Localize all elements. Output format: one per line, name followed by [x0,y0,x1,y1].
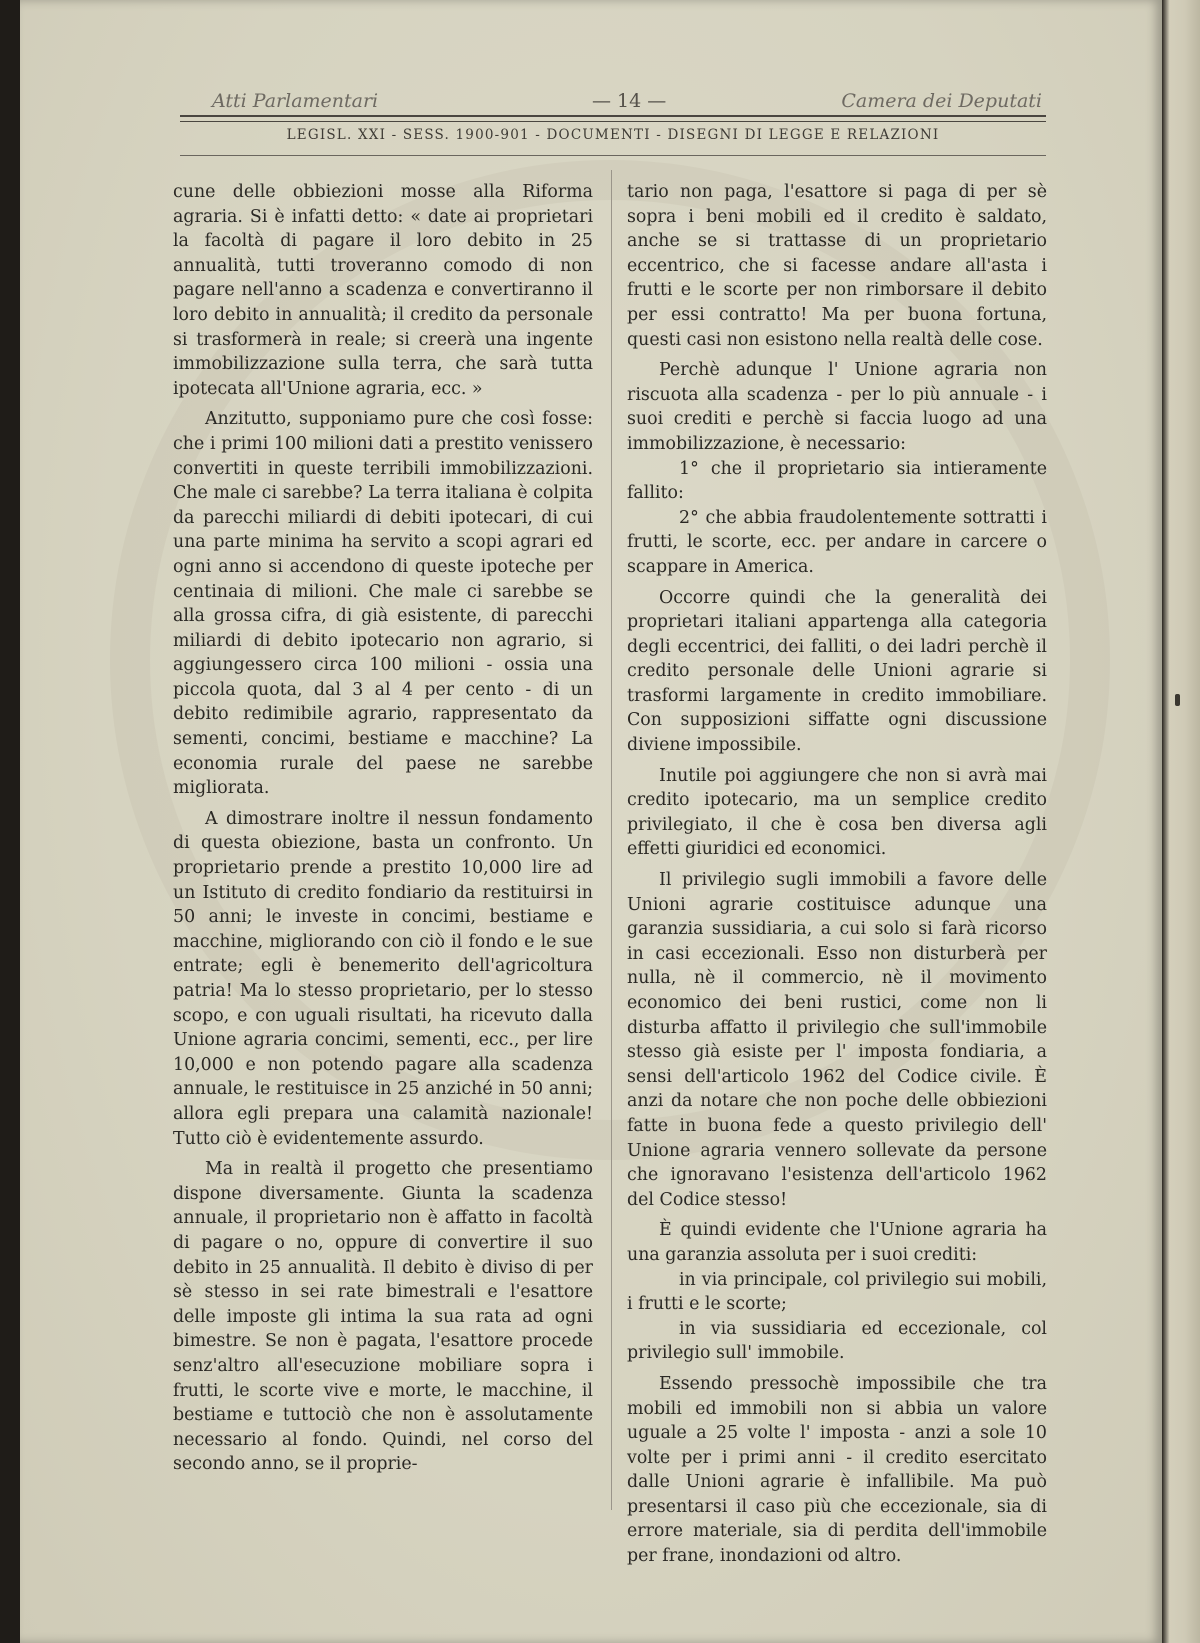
header-left: Atti Parlamentari [212,90,379,112]
next-page-edge [1162,0,1200,1643]
document-subtitle: LEGISL. XXI - SESS. 1900-901 - DOCUMENTI - DISEGNI DI LEGGE E RELAZIONI [286,127,940,143]
left-column [173,180,593,1477]
list-item: in via sussidiaria ed eccezionale, col privilegio sull' immobile. [627,1318,1047,1364]
paragraph: Il privilegio sugli immobili a favore delle Unioni agrarie costituisce adunque una garanzia sussidiaria, a cui solo si farà ricorso in casi eccezionali. Esso non disturberà per nulla, nè il commercio, nè il movimento economico dei beni rustici, come non li disturba affatto il privilegio che sull'immobile stesso già esiste per l' imposta fondiaria, a sensi dell'articolo 1962 del Codice civile. È anzi da notare che non poche delle obbiezioni fatte in buona fede a questo privilegio dell' Unione agraria vennero sollevate da persone che ignoravano l'esistenza dell'articolo 1962 del Codice stesso! [627,870,1047,1210]
paragraph: cune delle obbiezioni mosse alla Riforma agraria. Si è infatti detto: « date ai proprietari la facoltà di pagare il loro debito in 25 annualità, tutti troveranno comodo di non pagare nell'anno a scadenza e convertiranno il loro debito in annualità; il credito da personale si trasformerà in reale; si creerà una ingente immobilizzazione sulla terra, che sarà tutta ipotecata all'Unione agraria, ecc. » [173,182,593,399]
list-item: 1° che il proprietario sia intieramente fallito: [627,458,1047,504]
page-number: — 14 — [592,90,667,112]
page-edge-mark [1175,694,1180,706]
paragraph: Ma in realtà il progetto che presentiamo dispone diversamente. Giunta la scadenza annuale, il proprietario non è affatto in facoltà di pagare o no, oppure di convertire il suo debito in 25 annualità. Il debito è diviso di per sè stesso in sei rate bimestrali e l'esattore delle imposte gli intima la sua rata ad ogni bimestre. Se non è pagata, l'esattore procede senz'altro all'esecuzione mobiliare sopra i frutti, le scorte vive e morte, le macchine, il bestiame e tuttociò che non è assolutamente necessario al fondo. Quindi, nel corso del secondo anno, se il proprie- [173,1159,593,1475]
paragraph: Inutile poi aggiungere che non si avrà mai credito ipotecario, ma un semplice credito privilegiato, il che è cosa ben diversa agli effetti giuridici ed economici. [627,765,1047,860]
list-item: in via principale, col privilegio sui mobili, i frutti e le scorte; [627,1269,1047,1315]
subtitle-rule [180,155,1046,156]
paragraph: Occorre quindi che la generalità dei proprietari italiani appartenga alla categoria degli eccentrici, dei falliti, o dei ladri perchè il credito personale delle Unioni agrarie si trasformi largamente in credito immobiliare. Con supposizioni siffatte ogni discussione diviene impossibile. [627,587,1047,756]
paragraph: tario non paga, l'esattore si paga di per sè sopra i beni mobili ed il credito è saldato, anche se si trattasse di un proprietario eccentrico, che si facesse andare all'asta i frutti e le scorte per non rimborsare il debito per essi contratto! Ma per buona fortuna, questi casi non esistono nella realtà delle cose. [627,182,1047,350]
running-head [182,88,1042,114]
paragraph: Anzitutto, supponiamo pure che così fosse: che i primi 100 milioni dati a prestito venissero convertiti in queste terribili immobilizzazioni. Che male ci sarebbe? La terra italiana è colpita da parecchi miliardi di debiti ipotecari, di cui una parte minima ha servito a scopi agrari ed ogni anno si accendono di queste ipoteche per centinaia di milioni. Che male ci sarebbe se alla grossa cifra, di già esistente, di parecchi miliardi di debito ipotecario non agrario, si aggiungessero circa 100 milioni - ossia una piccola quota, dal 3 al 4 per cento - di un debito redimibile agrario, rappresentato da sementi, concimi, bestiame e macchine? La economia rurale del paese ne sarebbe migliorata. [173,409,593,799]
header-rule [180,115,1046,122]
paragraph: È quindi evidente che l'Unione agraria ha una garanzia assoluta per i suoi crediti: [627,1220,1047,1265]
paragraph: Perchè adunque l' Unione agraria non riscuota alla scadenza - per lo più annuale - i suoi crediti e perchè si faccia luogo ad una immobilizzazione, è necessario: [627,360,1047,454]
header-right: Camera dei Deputati [841,90,1042,112]
paragraph: A dimostrare inoltre il nessun fondamento di questa obiezione, basta un confronto. Un proprietario prende a prestito 10,000 lire ad un Istituto di credito fondiario da restituirsi in 50 anni; le investe in concimi, bestiame e macchine, migliorando con ciò il fondo e le sue entrate; egli è benemerito dell'agricoltura patria! Ma lo stesso proprietario, per lo stesso scopo, e con uguali risultati, ha ricevuto dalla Unione agraria concimi, sementi, ecc., per lire 10,000 e non potendo pagare alla scadenza annuale, le restituisce in 25 anziché in 50 anni; allora egli prepara una calamità nazionale! Tutto ciò è evidentemente assurdo. [173,808,593,1149]
right-column [627,180,1047,1569]
column-divider [611,170,612,1510]
paragraph: Essendo pressochè impossibile che tra mobili ed immobili non si abbia un valore uguale a 25 volte l' imposta - anzi a sole 10 volte per i primi anni - il credito esercitato dalle Unioni agrarie è infallibile. Ma può presentarsi il caso più che eccezionale, sia di errore materiale, sia di perdita dell'immobile per frane, inondazioni od altro. [627,1373,1047,1567]
list-item: 2° che abbia fraudolentemente sottratti i frutti, le scorte, ecc. per andare in carcere o scappare in America. [627,507,1047,577]
